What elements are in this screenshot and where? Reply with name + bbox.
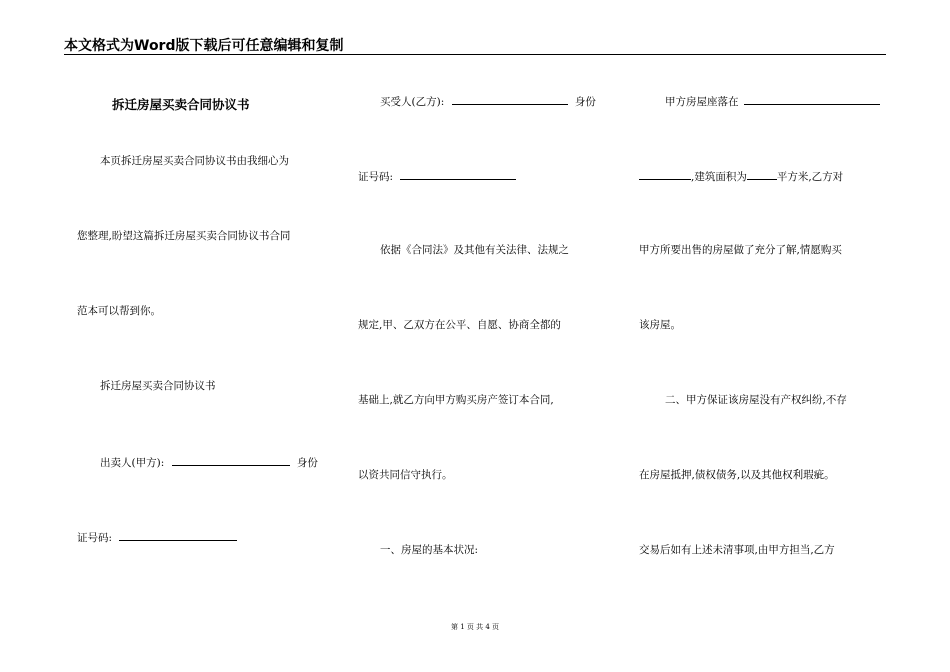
buyer-label: 买受人(乙方): (380, 96, 445, 108)
buyer-id-blank (400, 168, 516, 180)
buyer-id-label: 证号码: (358, 171, 394, 183)
seller-id-line (77, 529, 237, 545)
understand-end: 该房屋。 (639, 319, 681, 331)
page-footer: 第 1 页 共 4 页 (450, 623, 500, 631)
buyer-line (380, 93, 596, 109)
seller-id-prefix: 身份 (296, 457, 318, 469)
area-line (639, 168, 843, 184)
basis-line-1: 依据《合同法》及其他有关法律、法规之 (380, 244, 569, 256)
seller-label: 出卖人(甲方): (100, 457, 165, 469)
area-label: ,建筑面积为 (691, 171, 747, 183)
location-line (665, 93, 880, 109)
area-blank (747, 168, 777, 180)
contract-subtitle: 拆迁房屋买卖合同协议书 (100, 380, 216, 392)
basis-line-4: 以资共同信守执行。 (358, 469, 453, 481)
column-2 (330, 0, 615, 672)
intro-line-2: 您整理,盼望这篇拆迁房屋买卖合同协议书合同 (77, 230, 291, 242)
understand-line: 甲方所要出售的房屋做了充分了解,情愿购买 (639, 244, 842, 256)
section-1-heading: 一、房屋的基本状况: (380, 544, 479, 556)
intro-line-3: 范本可以帮到你。 (77, 305, 161, 317)
basis-line-2: 规定,甲、乙双方在公平、自愿、协商全都的 (358, 319, 561, 331)
header-title: 本文格式为Word版下载后可任意编辑和复制 (64, 38, 344, 54)
location-prefix: 甲方房屋座落在 (665, 96, 739, 108)
basis-line-3: 基础上,就乙方向甲方购买房产签订本合同, (358, 394, 554, 406)
document-title: 拆迁房屋买卖合同协议书 (112, 97, 250, 112)
buyer-id-prefix: 身份 (574, 96, 596, 108)
section-2-line-1: 二、甲方保证该房屋没有产权纠纷,不存 (665, 394, 847, 406)
column-3 (615, 0, 900, 672)
area-suffix: 平方米,乙方对 (776, 171, 844, 183)
column-1 (0, 0, 330, 672)
buyer-name-blank (452, 93, 568, 105)
seller-line (100, 454, 318, 470)
intro-line-1: 本页拆迁房屋买卖合同协议书由我细心为 (100, 155, 289, 167)
seller-id-label: 证号码: (77, 532, 113, 544)
seller-id-blank (119, 529, 237, 541)
location-blank-2 (639, 168, 691, 180)
buyer-id-line (358, 168, 516, 184)
seller-name-blank (172, 454, 290, 466)
section-2-line-3: 交易后如有上述未清事项,由甲方担当,乙方 (639, 544, 835, 556)
location-blank-1 (744, 93, 880, 105)
section-2-line-2: 在房屋抵押,债权债务,以及其他权利瑕疵。 (639, 469, 835, 481)
